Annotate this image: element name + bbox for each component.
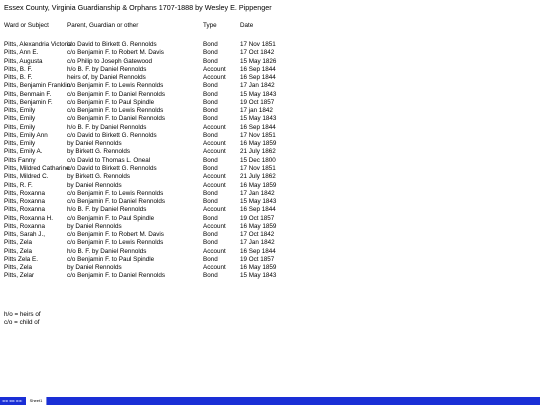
cell-type: Account xyxy=(203,173,226,181)
cell-date: 16 May 1859 xyxy=(240,181,277,189)
cell-ward: Pitts, R. F. xyxy=(4,181,33,189)
cell-ward: Pitts, Benjamin Franklin xyxy=(4,82,71,90)
cell-parent: by Daniel Rennolds xyxy=(67,264,122,272)
cell-parent: by Daniel Rennolds xyxy=(67,222,122,230)
cell-date: 17 Nov 1851 xyxy=(240,131,276,139)
cell-type: Bond xyxy=(203,90,218,98)
cell-date: 16 May 1859 xyxy=(240,222,277,230)
cell-ward: Pitts, Ann E. xyxy=(4,49,39,57)
legend-line: h/o = heirs of xyxy=(4,311,41,318)
cell-parent: c/o Benjamin F. to Paul Spindle xyxy=(67,214,155,222)
cell-parent: c/o Benjamin F. to Lewis Rennolds xyxy=(67,107,164,115)
table-row xyxy=(4,58,324,66)
header-parent: Parent, Guardian or other xyxy=(67,22,139,29)
cell-date: 16 Sep 1844 xyxy=(240,206,276,214)
table-row xyxy=(4,206,324,214)
table-row xyxy=(4,82,324,90)
cell-type: Bond xyxy=(203,239,218,247)
cell-type: Account xyxy=(203,264,226,272)
cell-type: Account xyxy=(203,74,226,82)
cell-date: 16 Sep 1844 xyxy=(240,247,276,255)
table-row xyxy=(4,124,324,132)
cell-date: 16 Sep 1844 xyxy=(240,123,276,131)
table-row xyxy=(4,157,324,165)
cell-parent: c/o David to Birkett G. Rennolds xyxy=(67,164,157,172)
cell-parent: by Birkett G. Rennolds xyxy=(67,148,130,156)
table-row xyxy=(4,256,324,264)
table-row xyxy=(4,41,324,49)
cell-ward: Pitts, Roxanna xyxy=(4,222,45,230)
cell-parent: c/o Benjamin F. to Daniel Rennolds xyxy=(67,198,166,206)
table-row xyxy=(4,91,324,99)
cell-parent: c/o Benjamin F. to Robert M. Davis xyxy=(67,49,164,57)
table-row xyxy=(4,132,324,140)
cell-date: 16 Sep 1844 xyxy=(240,74,276,82)
cell-parent: c/o Benjamin F. to Paul Spindle xyxy=(67,255,155,263)
cell-date: 21 July 1862 xyxy=(240,148,276,156)
cell-parent: c/o Benjamin F. to Robert M. Davis xyxy=(67,231,164,239)
cell-type: Account xyxy=(203,65,226,73)
cell-date: 15 May 1843 xyxy=(240,90,277,98)
cell-parent: by Daniel Rennolds xyxy=(67,181,122,189)
table-row xyxy=(4,115,324,123)
header-date: Date xyxy=(240,22,254,29)
cell-type: Bond xyxy=(203,115,218,123)
prev-sheet-button[interactable]: ◄ xyxy=(8,398,12,403)
table-row xyxy=(4,148,324,156)
cell-ward: Pitts, B. F. xyxy=(4,65,33,73)
cell-ward: Pitts, B. F. xyxy=(4,74,33,82)
document-title: Essex County, Virginia Guardianship & Orphans 1707-1888 by Wesley E. Pippenger xyxy=(4,3,272,12)
cell-parent: h/o B. F. by Daniel Rennolds xyxy=(67,247,147,255)
cell-type: Bond xyxy=(203,57,218,65)
cell-ward: Pitts, Roxanna xyxy=(4,189,45,197)
abbreviation-legend xyxy=(4,311,41,328)
cell-ward: Pitts, Emily Ann xyxy=(4,131,48,139)
cell-parent: c/o Benjamin F. to Daniel Rennolds xyxy=(67,115,166,123)
table-row xyxy=(4,49,324,57)
cell-ward: Pitts Fanny xyxy=(4,156,36,164)
table-row xyxy=(4,264,324,272)
cell-parent: c/o Benjamin F. to Daniel Rennolds xyxy=(67,272,166,280)
last-sheet-button[interactable]: ►► xyxy=(16,398,23,403)
cell-date: 15 Dec 1800 xyxy=(240,156,276,164)
cell-date: 17 Nov 1851 xyxy=(240,41,276,48)
cell-parent: by Daniel Rennolds xyxy=(67,140,122,148)
cell-type: Bond xyxy=(203,272,218,280)
cell-date: 16 May 1859 xyxy=(240,264,277,272)
table-row xyxy=(4,223,324,231)
cell-date: 17 Oct 1842 xyxy=(240,231,275,239)
cell-ward: Pitts, Emily xyxy=(4,107,36,115)
table-row xyxy=(4,107,324,115)
cell-ward: Pitts, Emily xyxy=(4,115,36,123)
cell-parent: c/o David to Birkett G. Rennolds xyxy=(67,41,157,48)
table-row xyxy=(4,74,324,82)
cell-ward: Pitts Zela E. xyxy=(4,255,38,263)
table-row xyxy=(4,99,324,107)
sheet-tab-sheet1[interactable]: Sheet1 xyxy=(26,397,47,405)
cell-type: Bond xyxy=(203,107,218,115)
table-row xyxy=(4,190,324,198)
cell-ward: Pitts, Zela xyxy=(4,247,32,255)
column-headers xyxy=(4,22,324,31)
cell-type: Account xyxy=(203,181,226,189)
next-sheet-button[interactable]: ► xyxy=(12,398,16,403)
cell-ward: Pitts, Roxanna xyxy=(4,198,45,206)
cell-ward: Pitts, Emily A. xyxy=(4,148,43,156)
cell-type: Account xyxy=(203,206,226,214)
cell-type: Bond xyxy=(203,231,218,239)
header-ward: Ward or Subject xyxy=(4,22,49,29)
cell-parent: c/o Benjamin F. to Lewis Rennolds xyxy=(67,189,164,197)
cell-date: 16 Sep 1844 xyxy=(240,65,276,73)
cell-type: Bond xyxy=(203,164,218,172)
cell-ward: Pitts, Mildred Catharine xyxy=(4,164,70,172)
cell-type: Bond xyxy=(203,41,218,48)
cell-ward: Pitts, Zela xyxy=(4,239,32,247)
cell-ward: Pitts, Mildred C. xyxy=(4,173,49,181)
table-row xyxy=(4,248,324,256)
cell-type: Bond xyxy=(203,82,218,90)
cell-type: Bond xyxy=(203,255,218,263)
cell-type: Bond xyxy=(203,214,218,222)
cell-date: 15 May 1826 xyxy=(240,57,277,65)
table-row xyxy=(4,173,324,181)
cell-parent: h/o B. F. by Daniel Rennolds xyxy=(67,123,147,131)
cell-parent: c/o Philip to Joseph Gatewood xyxy=(67,57,153,65)
cell-date: 17 Jan 1842 xyxy=(240,239,275,247)
cell-type: Account xyxy=(203,140,226,148)
cell-type: Account xyxy=(203,123,226,131)
cell-parent: c/o David to Birkett G. Rennolds xyxy=(67,131,157,139)
cell-date: 15 May 1843 xyxy=(240,272,277,280)
cell-date: 19 Oct 1857 xyxy=(240,255,275,263)
cell-type: Bond xyxy=(203,49,218,57)
legend-line: c/o = child of xyxy=(4,319,40,327)
table-row xyxy=(4,215,324,223)
sheet-nav-buttons xyxy=(0,397,24,405)
sheet-tab-bar xyxy=(0,397,540,405)
cell-date: 17 Oct 1842 xyxy=(240,49,275,57)
cell-date: 21 July 1862 xyxy=(240,173,276,181)
cell-ward: Pitts, Zela xyxy=(4,264,32,272)
cell-parent: h/o B. F. by Daniel Rennolds xyxy=(67,65,147,73)
table-row xyxy=(4,239,324,247)
cell-ward: Pitts, Roxanna H. xyxy=(4,214,53,222)
table-row xyxy=(4,182,324,190)
cell-parent: c/o Benjamin F. to Daniel Rennolds xyxy=(67,90,166,98)
cell-ward: Pitts, Zelar xyxy=(4,272,35,280)
sheet-bar-filler xyxy=(47,397,540,405)
cell-type: Account xyxy=(203,222,226,230)
cell-date: 17 Jan 1842 xyxy=(240,189,275,197)
table-row xyxy=(4,165,324,173)
cell-type: Bond xyxy=(203,156,218,164)
table-row xyxy=(4,198,324,206)
table-row xyxy=(4,66,324,74)
cell-date: 17 jan 1842 xyxy=(240,107,273,115)
cell-ward: Pitts, Emily xyxy=(4,140,36,148)
cell-ward: Pitts, Roxanna xyxy=(4,206,45,214)
first-sheet-button[interactable]: ◄◄ xyxy=(1,398,8,403)
cell-parent: h/o B. F. by Daniel Rennolds xyxy=(67,206,147,214)
cell-date: 15 May 1843 xyxy=(240,115,277,123)
cell-ward: Pitts, Augusta xyxy=(4,57,43,65)
cell-date: 16 May 1859 xyxy=(240,140,277,148)
cell-parent: heirs of, by Daniel Rennolds xyxy=(67,74,146,82)
cell-type: Account xyxy=(203,247,226,255)
cell-date: 19 Oct 1857 xyxy=(240,98,275,106)
cell-parent: c/o Benjamin F. to Paul Spindle xyxy=(67,98,155,106)
cell-date: 17 Nov 1851 xyxy=(240,164,276,172)
cell-type: Bond xyxy=(203,131,218,139)
cell-parent: c/o David to Thomas L. Oneal xyxy=(67,156,151,164)
cell-ward: Pitts, Benjamin F. xyxy=(4,98,53,106)
cell-parent: c/o Benjamin F. to Lewis Rennolds xyxy=(67,239,164,247)
table-row xyxy=(4,272,324,280)
cell-type: Bond xyxy=(203,98,218,106)
cell-type: Bond xyxy=(203,198,218,206)
cell-ward: Pitts, Benmain F. xyxy=(4,90,52,98)
cell-date: 15 May 1843 xyxy=(240,198,277,206)
record-table xyxy=(4,41,324,281)
cell-ward: Pitts, Emily xyxy=(4,123,36,131)
header-type: Type xyxy=(203,22,217,29)
cell-ward: Pitts, Alexandria Victoria xyxy=(4,41,72,48)
table-row xyxy=(4,140,324,148)
table-row xyxy=(4,231,324,239)
cell-parent: by Birkett G. Rennolds xyxy=(67,173,130,181)
cell-parent: c/o Benjamin F. to Lewis Rennolds xyxy=(67,82,164,90)
cell-date: 19 Oct 1857 xyxy=(240,214,275,222)
cell-ward: Pitts, Sarah J., xyxy=(4,231,45,239)
cell-type: Account xyxy=(203,148,226,156)
cell-date: 17 Jan 1842 xyxy=(240,82,275,90)
cell-type: Bond xyxy=(203,189,218,197)
